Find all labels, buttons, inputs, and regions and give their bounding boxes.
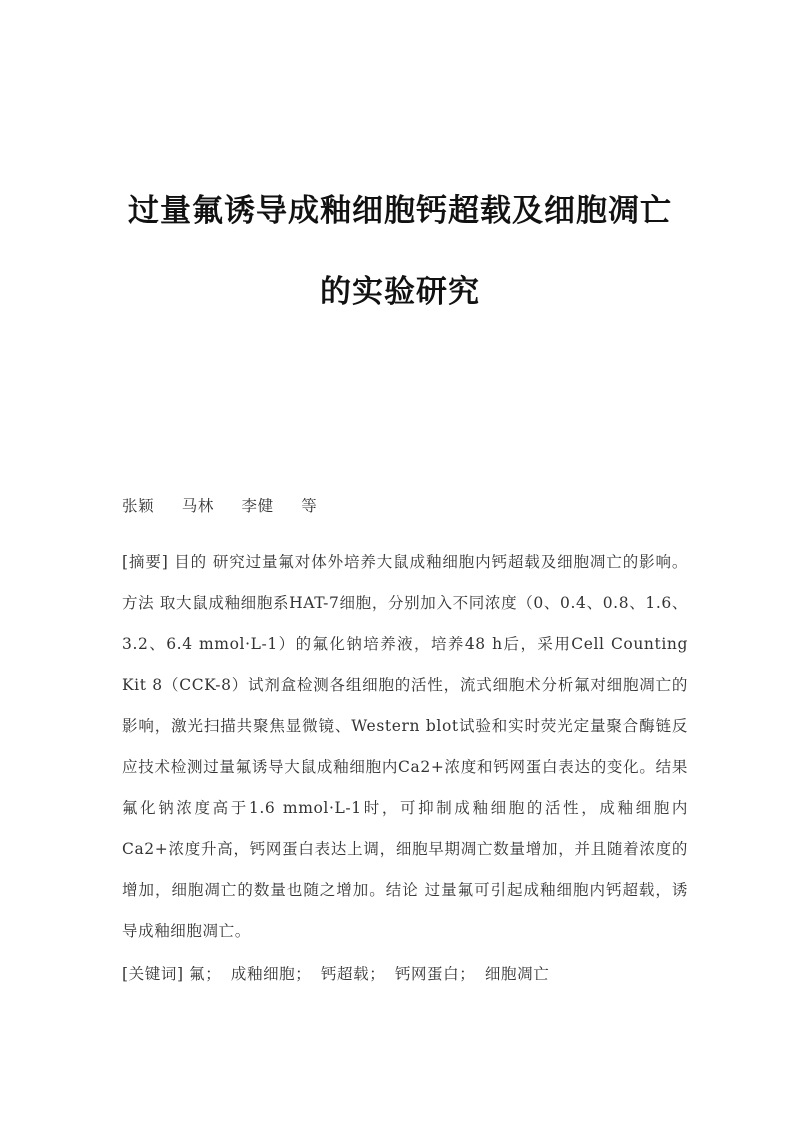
keywords-label: [关键词] xyxy=(122,965,184,983)
author-name: 张颖 xyxy=(122,497,155,515)
paper-title-line-1: 过量氟诱导成釉细胞钙超载及细胞凋亡 xyxy=(128,193,672,229)
author-name: 李健 xyxy=(241,497,274,515)
abstract-text: 目的 研究过量氟对体外培养大鼠成釉细胞内钙超载及细胞凋亡的影响。方法 取大鼠成釉细胞系HAT-7细胞，分别加入不同浓度（0、0.4、0.8、1.6、3.2、6.4 mmol·L-1）的氟化钠培养液，培养48 h后，采用Cell Counting Kit 8（CCK-8）试剂盒检测各组细胞的活性，流式细胞术分析氟对细胞凋亡的影响，激光扫描共聚焦显微镜、Western blot试验和实时荧光定量聚合酶链反应技术检测过量氟诱导大鼠成釉细胞内Ca2+浓度和钙网蛋白表达的变化。结果 氟化钠浓度高于1.6 mmol·L-1时，可抑制成釉细胞的活性，成釉细胞内Ca2+浓度升高，钙网蛋白表达上调，细胞早期凋亡数量增加，并且随着浓度的增加，细胞凋亡的数量也随之增加。结论 过量氟可引起成釉细胞内钙超载，诱导成釉细胞凋亡。 xyxy=(122,553,688,940)
keyword: 成釉细胞； xyxy=(230,965,312,983)
keyword: 钙超载； xyxy=(320,965,386,983)
keyword: 氟； xyxy=(189,965,222,983)
abstract-label: [摘要] xyxy=(122,553,169,571)
keyword: 细胞凋亡 xyxy=(484,965,550,983)
author-etal: 等 xyxy=(301,497,318,515)
author-list xyxy=(122,494,339,518)
keyword: 钙网蛋白； xyxy=(394,965,476,983)
paper-title-line-2: 的实验研究 xyxy=(320,274,480,310)
keywords-line xyxy=(122,962,688,986)
author-name: 马林 xyxy=(181,497,214,515)
abstract-paragraph xyxy=(122,542,688,952)
